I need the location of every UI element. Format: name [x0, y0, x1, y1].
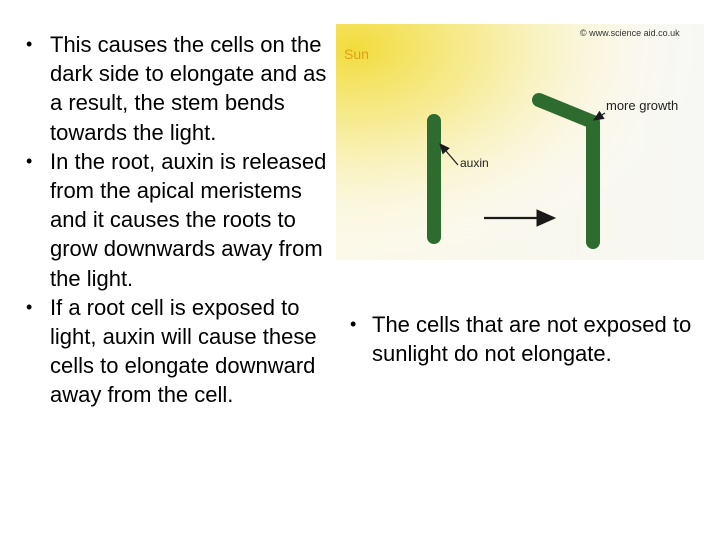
auxin-label: auxin	[460, 156, 489, 170]
bullet-text: If a root cell is exposed to light, auxin will cause these cells to elongate downward away from the cell.	[50, 294, 317, 408]
bullet-item	[26, 147, 336, 293]
sun-glow	[336, 24, 704, 260]
bullet-marker: •	[26, 34, 33, 54]
right-bullet-list	[350, 310, 700, 368]
sun-label: Sun	[344, 46, 369, 62]
bullet-marker: •	[26, 296, 33, 317]
growth-label: more growth	[606, 98, 679, 113]
copyright-label: © www.science aid.co.uk	[580, 28, 680, 38]
straight-stem	[427, 114, 441, 244]
bullet-item	[26, 30, 336, 147]
bullet-text: This causes the cells on the dark side to elongate and as a result, the stem bends towards the light.	[50, 32, 327, 145]
phototropism-diagram	[336, 24, 704, 260]
bullet-marker: •	[350, 314, 357, 334]
bullet-item	[350, 310, 700, 368]
bullet-item	[26, 293, 336, 410]
bullet-text: The cells that are not exposed to sunlight do not elongate.	[372, 312, 692, 367]
bullet-marker: •	[26, 150, 33, 171]
bullet-text: In the root, auxin is released from the apical meristems and it causes the roots to grow downwards away from the light.	[50, 148, 327, 291]
left-bullet-list	[26, 30, 336, 410]
